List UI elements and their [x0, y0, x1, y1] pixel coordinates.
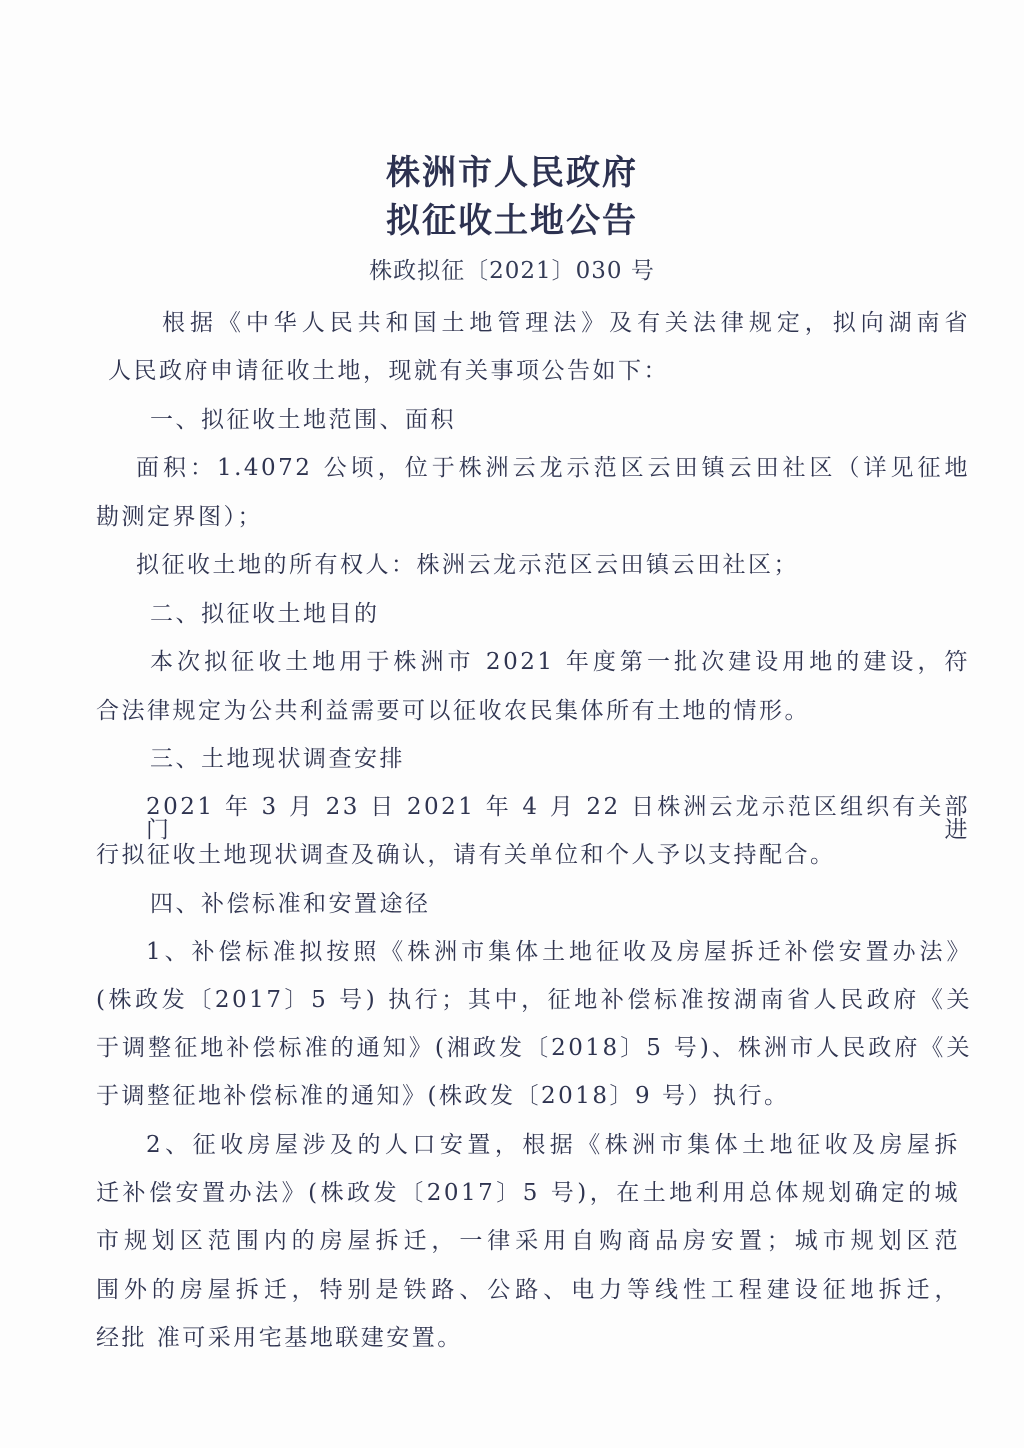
compensation-2-line-1: 2、征收房屋涉及的人口安置，根据《株洲市集体土地征收及房屋拆 [146, 1132, 960, 1158]
survey-line-2: 行拟征收土地现状调查及确认，请有关单位和个人予以支持配合。 [96, 842, 836, 868]
compensation-1-line-1: 1、补偿标准拟按照《株洲市集体土地征收及房屋拆迁补偿安置办法》 [146, 939, 972, 965]
area-line-2: 勘测定界图）； [96, 504, 263, 530]
section-heading-3: 三、土地现状调查安排 [150, 746, 405, 772]
intro-line-1: 根据《中华人民共和国土地管理法》及有关法律规定，拟向湖南省 [162, 310, 970, 336]
compensation-1-line-3: 于调整征地补偿标准的通知》(湘政发〔2018〕5 号)、株洲市人民政府《关 [96, 1035, 972, 1061]
document-title-line-2: 拟征收土地公告 [386, 201, 638, 241]
document-title-line-1: 株洲市人民政府 [386, 153, 638, 193]
purpose-line-2: 合法律规定为公共利益需要可以征收农民集体所有土地的情形。 [96, 698, 810, 724]
area-line-1: 面积：1.4072 公顷，位于株洲云龙示范区云田镇云田社区（详见征地 [136, 455, 970, 481]
document-number: 株政拟征〔2021〕030 号 [369, 258, 655, 284]
intro-line-2: 人民政府申请征收土地，现就有关事项公告如下： [108, 358, 669, 384]
section-heading-4: 四、补偿标准和安置途径 [150, 891, 431, 917]
compensation-2-line-3: 市规划区范围内的房屋拆迁，一律采用自购商品房安置；城市规划区范 [96, 1228, 960, 1254]
survey-line-1: 2021 年 3 月 23 日 2021 年 4 月 22 日株洲云龙示范区组织有关部门进 [146, 794, 970, 843]
compensation-2-line-5: 经批 准可采用宅基地联建安置。 [96, 1325, 463, 1351]
section-heading-1: 一、拟征收土地范围、面积 [150, 407, 456, 433]
compensation-2-line-4: 围外的房屋拆迁，特别是铁路、公路、电力等线性工程建设征地拆迁， [96, 1277, 960, 1303]
purpose-line-1: 本次拟征收土地用于株洲市 2021 年度第一批次建设用地的建设，符 [150, 649, 970, 675]
owner-line: 拟征收土地的所有权人：株洲云龙示范区云田镇云田社区； [136, 552, 799, 578]
compensation-1-line-4: 于调整征地补偿标准的通知》(株政发〔2018〕9 号）执行。 [96, 1083, 790, 1109]
compensation-2-line-2: 迁补偿安置办法》(株政发〔2017〕5 号)，在土地利用总体规划确定的城 [96, 1180, 960, 1206]
compensation-1-line-2: (株政发〔2017〕5 号) 执行；其中，征地补偿标准按湖南省人民政府《关 [96, 987, 972, 1013]
section-heading-2: 二、拟征收土地目的 [150, 601, 380, 627]
